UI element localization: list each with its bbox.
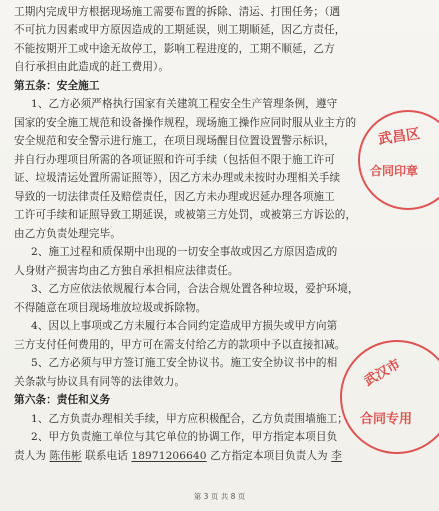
body-line: 导致的一切法律责任及赔偿责任，因乙方未办理或迟延办理各项施工	[14, 191, 335, 203]
body-line: 2、施工过程和质保期中出现的一切安全事故或因乙方原因造成的	[31, 246, 338, 258]
party-a-contact-name: 陈伟彬	[49, 450, 82, 462]
body-line: 证、垃圾清运处置所需证照等），因乙方未办理或未按时办理相关手续	[14, 172, 341, 184]
upper-seal-stamp	[358, 110, 439, 210]
body-line: 5、乙方必须与甲方签订施工安全协议书。施工安全协议书中的相	[31, 357, 338, 369]
body-line: 国家的安全施工规范和设备操作规程，现场施工操作应同时服从业主方的	[14, 117, 357, 129]
body-line: 并自行办理项目所需的各项证照和许可手续（包括但不限于施工许可	[14, 154, 335, 166]
section-heading-5: 第五条：安全施工	[14, 80, 100, 92]
line-prefix: 责人为	[14, 450, 47, 462]
body-line: 安全规范和安全警示进行施工，在项目现场醒目位置设置警示标识，	[14, 135, 335, 147]
section-heading-6: 第六条：责任和义务	[14, 394, 111, 406]
body-line: 不可抗力因素或甲方原因造成的工期延误，则工期顺延，因乙方责任，	[14, 24, 346, 36]
body-line: 1、乙方必须严格执行国家有关建筑工程安全生产管理条例，遵守	[31, 98, 338, 110]
lower-seal-stamp	[340, 340, 439, 454]
body-line: 工期内完成甲方根据现场施工需要布置的拆除、清运、打围任务；（遇	[14, 6, 341, 18]
seal-text: 武昌区	[377, 126, 422, 148]
body-line: 不能按期开工或中途无故停工，影响工程进度的，工期不顺延，乙方	[14, 43, 335, 55]
party-a-contact-phone: 18971206640	[131, 450, 207, 462]
seal-text: 合同印章	[370, 164, 419, 178]
body-line: 不得随意在项目现场堆放垃圾或拆除物。	[14, 302, 207, 314]
responsible-person-line	[14, 447, 342, 465]
body-line: 人身财产损害均由乙方独自承担相应法律责任。	[14, 265, 239, 277]
seal-text: 合同专用	[360, 412, 413, 427]
body-line: 由乙方负责处理完毕。	[14, 228, 121, 240]
seal-text: 武汉市	[361, 356, 404, 390]
body-line: 三方支付任何费用的，甲方可在需支付给乙方的款项中予以直接扣减。	[14, 339, 346, 351]
page-number-footer: 第 3 页 共 8 页	[193, 492, 246, 501]
party-b-contact-name: 李	[331, 450, 342, 462]
body-line: 工许可手续和证照导致工期延误，或被第三方处罚，或被第三方诉讼的，	[14, 209, 357, 221]
body-line: 2、甲方负责施工单位与其它单位的协调工作，甲方指定本项目负	[31, 431, 338, 443]
body-line: 1、乙方负责办理相关手续，甲方应积极配合，乙方负责围墙施工；	[31, 413, 348, 425]
body-line: 自行承担由此造成的赶工费用）。	[14, 61, 170, 73]
body-line: 4、因以上事项或乙方未履行本合同约定造成甲方损失或甲方向第	[31, 320, 338, 332]
phone-label: 联系电话	[85, 450, 128, 462]
body-line: 关条款与协议具有同等的法律效力。	[14, 376, 186, 388]
line-middle: 乙方指定本项目负责人为	[210, 450, 328, 462]
body-line: 3、乙方应依法依规履行本合同，合法合规处置各种垃圾，爱护环境，	[31, 283, 359, 295]
